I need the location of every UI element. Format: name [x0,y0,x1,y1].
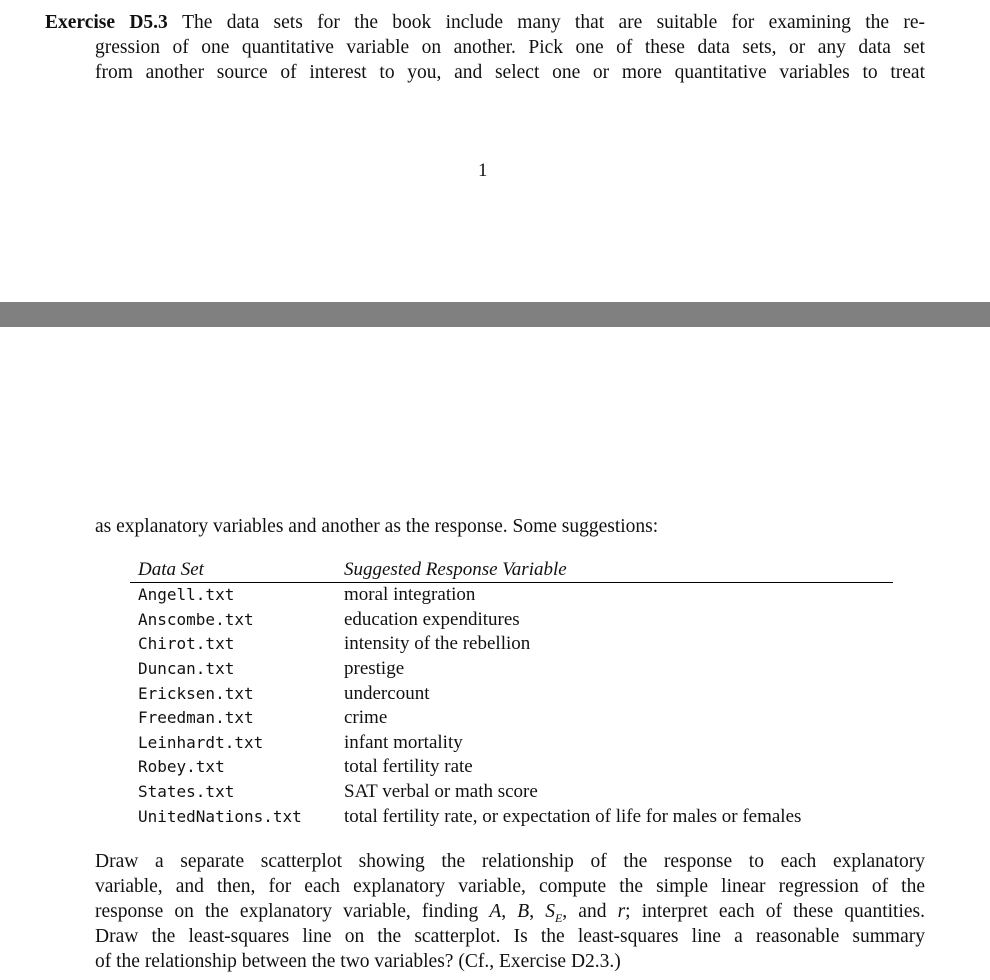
table-row [130,583,893,608]
closing-line-3: response on the explanatory variable, finding A, B, $S_E$, and r; interpret each of these quantities. [95,901,925,925]
data-set-name: Duncan.txt [138,659,235,679]
data-set-name: Angell.txt [138,585,235,605]
table-row [130,632,893,657]
data-set-name: Robey.txt [138,757,225,777]
closing-line-5: of the relationship between the two variables? (Cf., Exercise D2.3.) [95,951,621,972]
response-variable: SAT verbal or math score [344,781,538,803]
response-variable: total fertility rate [344,756,473,778]
response-variable: total fertility rate, or expectation of life for males or females [344,805,802,827]
data-set-name: Leinhardt.txt [138,732,264,752]
data-set-name: Anscombe.txt [138,609,254,629]
exercise-line-1: Exercise D5.3 The data sets for the book include many that are suitable for examining the re- [45,12,925,33]
data-set-name: Chirot.txt [138,634,235,654]
data-set-name: UnitedNations.txt [138,806,302,826]
response-variable: crime [344,707,388,729]
table-row [130,804,893,829]
continuation-text: as explanatory variables and another as the response. Some suggestions: [95,516,659,537]
header-response: Suggested Response Variable [336,556,893,583]
response-variable: prestige [344,658,405,680]
data-set-name: Freedman.txt [138,708,254,728]
table-row [130,755,893,780]
table-row [130,706,893,731]
table-row [130,681,893,706]
exercise-line-3: from another source of interest to you, and select one or more quantitative variables to treat [95,62,925,83]
table-header [130,556,893,583]
closing-line-1: Draw a separate scatterplot showing the relationship of the response to each explanatory [95,851,925,872]
page-divider [0,302,990,327]
closing-line-2: variable, and then, for each explanatory variable, compute the simple linear regression of the [95,876,925,897]
table-row [130,731,893,756]
response-variable: intensity of the rebellion [344,633,531,655]
data-set-name: States.txt [138,782,235,802]
response-variable: undercount [344,682,430,704]
table-row [130,608,893,633]
table-row [130,780,893,805]
exercise-label: Exercise D5.3 [45,12,168,33]
closing-line-4: Draw the least-squares line on the scatterplot. Is the least-squares line a reasonable summary [95,926,925,947]
data-set-name: Ericksen.txt [138,683,254,703]
response-variable: moral integration [344,584,476,606]
response-variable: infant mortality [344,731,463,753]
exercise-line-2: gression of one quantitative variable on another. Pick one of these data sets, or any data set [95,37,925,58]
page-number: 1 [478,160,488,181]
header-data-set: Data Set [130,556,336,583]
response-variable: education expenditures [344,608,520,630]
table-row [130,657,893,682]
suggestions-table [130,556,893,829]
